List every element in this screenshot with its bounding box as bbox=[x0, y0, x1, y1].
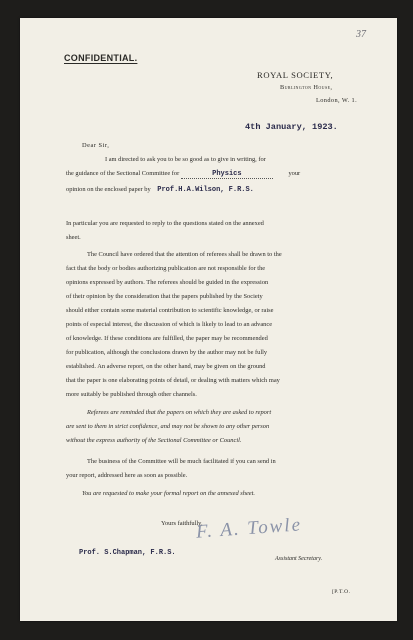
confidential-label: CONFIDENTIAL. bbox=[64, 53, 138, 63]
para3-line: that the paper is one elaborating points of detail, or dealing with matters which may bbox=[66, 377, 280, 384]
letter-date: 4th January, 1923. bbox=[245, 122, 338, 132]
para6-line: You are requested to make your formal report on the annexed sheet. bbox=[82, 490, 255, 497]
para3-line: opinions expressed by authors. The referees should be guided in the expression bbox=[66, 279, 269, 286]
archive-number: 37 bbox=[356, 29, 366, 40]
para3-line: points of especial interest, the discussion of which is likely to lead to an advance bbox=[66, 321, 273, 328]
para4-line: without the express authority of the Sectional Committee or Council. bbox=[66, 437, 242, 444]
para1-line3 bbox=[66, 186, 254, 194]
para3-line: more suitably be published through other channels. bbox=[66, 391, 197, 398]
closing: Yours faithfully, bbox=[161, 520, 203, 527]
para3-line: established. An adverse report, on the other hand, may be given on the ground bbox=[66, 363, 266, 370]
para1-line3-text: opinion on the enclosed paper by bbox=[66, 186, 151, 193]
para2-line: In particular you are requested to reply to the questions stated on the annexed bbox=[66, 220, 264, 227]
para2-line: sheet. bbox=[66, 234, 81, 241]
handwritten-signature: F. A. Towle bbox=[195, 514, 303, 543]
para5-line: The business of the Committee will be much facilitated if you can send in bbox=[87, 458, 276, 465]
committee-field bbox=[181, 170, 273, 179]
para5-line: your report, addressed here as soon as possible. bbox=[66, 472, 188, 479]
recipient-name: Prof. S.Chapman, F.R.S. bbox=[79, 549, 176, 557]
address-city: London, W. 1. bbox=[316, 97, 358, 104]
address-house: Burlington House, bbox=[280, 84, 333, 91]
para1-line1: I am directed to ask you to be so good as to give in writing, for bbox=[105, 156, 266, 163]
salutation: Dear Sir, bbox=[82, 142, 110, 149]
society-name: ROYAL SOCIETY, bbox=[257, 70, 334, 80]
author-value: Prof.H.A.Wilson, F.R.S. bbox=[157, 186, 254, 194]
para3-line: fact that the body or bodies authorizing publication are not responsible for the bbox=[66, 265, 266, 272]
para1-line2 bbox=[66, 170, 300, 179]
para3-line: for publication, although the conclusions drawn by the author may not be fully bbox=[66, 349, 268, 356]
para1-line2-end: your bbox=[288, 170, 301, 177]
letter-page bbox=[20, 18, 397, 621]
committee-value: Physics bbox=[212, 170, 242, 178]
para3-line: of their opinion by the consideration that the papers published by the Society bbox=[66, 293, 263, 300]
signatory-title: Assistant Secretary. bbox=[275, 556, 323, 562]
para1-line2-text: the guidance of the Sectional Committee for bbox=[66, 170, 180, 177]
pto-mark: [P.T.O. bbox=[332, 589, 351, 595]
para3-line: should either contain some material contribution to scientific knowledge, or raise bbox=[66, 307, 274, 314]
para3-line: The Council have ordered that the attention of referees shall be drawn to the bbox=[87, 251, 282, 258]
para4-line: are sent to them in strict confidence, and may not be shown to any other person bbox=[66, 423, 270, 430]
para3-line: of knowledge. If these conditions are fulfilled, the paper may be recommended bbox=[66, 335, 268, 342]
para4-line: Referees are reminded that the papers on which they are asked to report bbox=[87, 409, 272, 416]
